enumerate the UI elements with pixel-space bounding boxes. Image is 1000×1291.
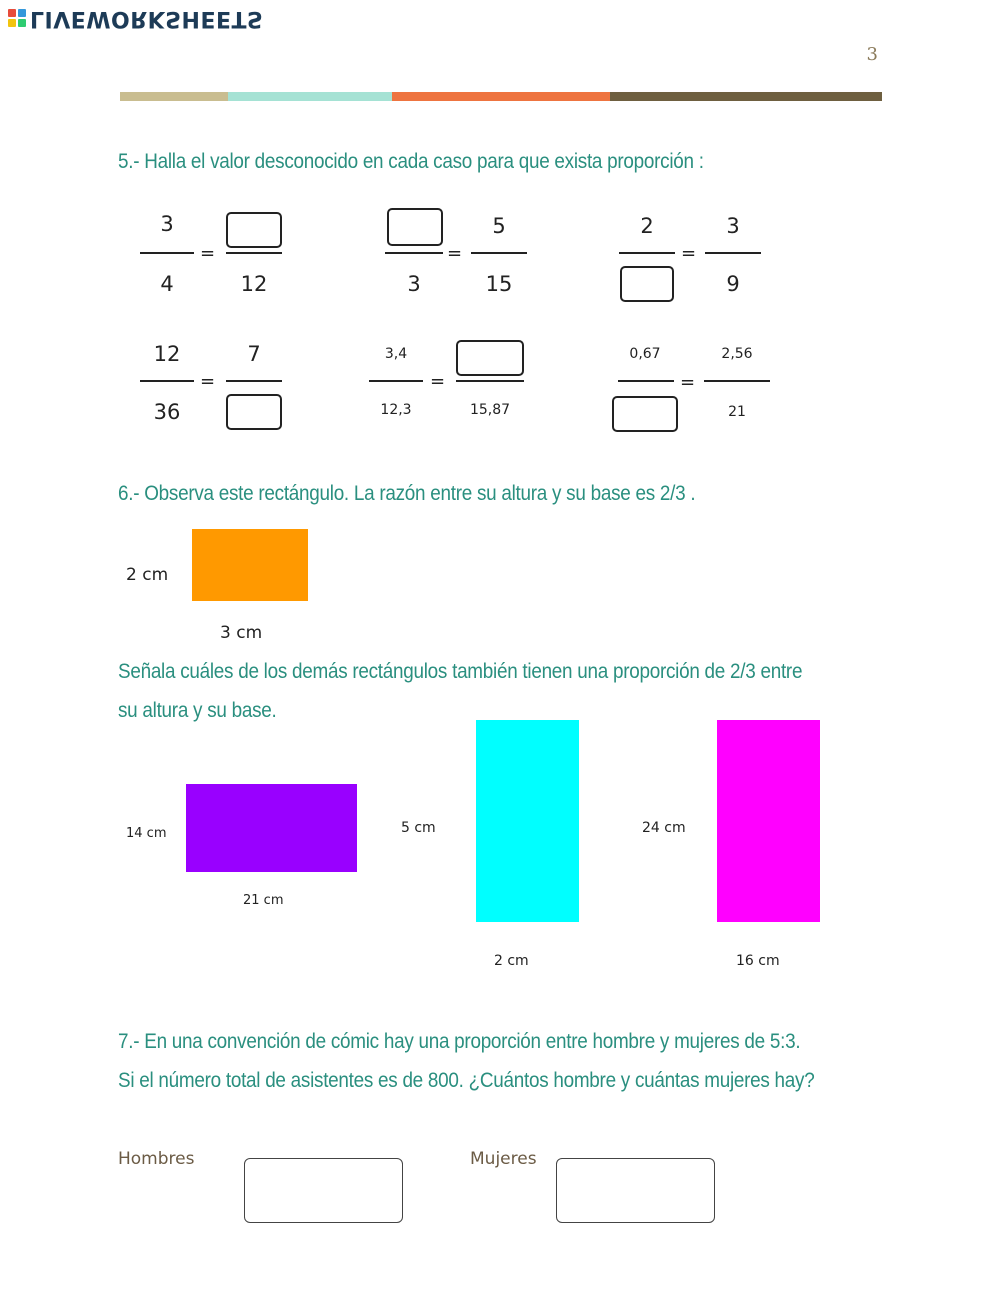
proportion-4 — [140, 338, 290, 434]
men-label: Hombres — [118, 1149, 195, 1169]
women-label: Mujeres — [470, 1149, 537, 1169]
equals-sign: = — [681, 243, 697, 264]
q7-line1: 7.- En una convención de cómic hay una proporción entre hombre y mujeres de 5:3. — [118, 1030, 801, 1053]
numerator-1: 12 — [153, 342, 181, 366]
header-bar-2 — [228, 92, 392, 101]
proportion-6 — [612, 342, 782, 434]
denominator-1: 4 — [160, 272, 174, 296]
q6-instruction-line2: su altura y su base. — [118, 699, 277, 722]
rect-1-base-label: 21 cm — [243, 893, 284, 908]
example-height-label: 2 cm — [126, 565, 169, 585]
proportion-1 — [140, 210, 290, 300]
numerator-1: 3 — [160, 212, 174, 236]
men-answer-input[interactable] — [244, 1158, 403, 1223]
page-number: 3 — [866, 44, 878, 65]
q7-line2: Si el número total de asistentes es de 800. ¿Cuántos hombre y cuántas mujeres hay? — [118, 1069, 815, 1092]
proportion-2 — [385, 206, 535, 300]
logo-blocks-icon — [8, 9, 26, 27]
denominator-2: 9 — [726, 272, 740, 296]
denominator-1: 36 — [153, 400, 181, 424]
women-answer-input[interactable] — [556, 1158, 715, 1223]
numerator-2: 7 — [247, 342, 261, 366]
equals-sign: = — [680, 372, 696, 393]
denominator-2: 15,87 — [469, 402, 511, 418]
denominator-2: 12 — [240, 272, 268, 296]
rect-3-base-label: 16 cm — [736, 953, 780, 969]
proportion-5 — [369, 338, 539, 428]
example-rectangle — [192, 529, 308, 601]
denominator-2: 15 — [485, 272, 513, 296]
numerator-2: 5 — [492, 214, 506, 238]
answer-box-1[interactable] — [226, 212, 282, 248]
equals-sign: = — [200, 243, 216, 264]
q6-instruction-line1: Señala cuáles de los demás rectángulos también tienen una proporción de 2/3 entre — [118, 660, 803, 683]
header-bar-1 — [120, 92, 228, 101]
header-bar-4 — [610, 92, 882, 101]
logo-text: LIVEWORKSHEETS — [30, 5, 264, 31]
denominator-1: 12,3 — [380, 402, 412, 418]
q6-title: 6.- Observa este rectángulo. La razón entre su altura y su base es 2/3 . — [118, 482, 696, 505]
numerator-1: 2 — [640, 214, 654, 238]
numerator-2: 2,56 — [721, 346, 753, 362]
answer-box-4[interactable] — [226, 394, 282, 430]
equals-sign: = — [200, 371, 216, 392]
rect-1-height-label: 14 cm — [126, 826, 167, 841]
numerator-1: 3,4 — [384, 346, 408, 362]
numerator-1: 0,67 — [629, 346, 661, 362]
rect-2-base-label: 2 cm — [494, 953, 529, 969]
denominator-1: 3 — [407, 272, 421, 296]
equals-sign: = — [447, 243, 463, 264]
denominator-2: 21 — [728, 404, 746, 420]
numerator-2: 3 — [726, 214, 740, 238]
rectangle-option-3[interactable] — [717, 720, 820, 922]
answer-box-2[interactable] — [387, 208, 443, 246]
equals-sign: = — [430, 371, 446, 392]
q5-title: 5.- Halla el valor desconocido en cada caso para que exista proporción : — [118, 150, 704, 173]
rectangle-option-2[interactable] — [476, 720, 579, 922]
proportion-3 — [619, 210, 769, 306]
rectangle-option-1[interactable] — [186, 784, 357, 872]
answer-box-6[interactable] — [612, 396, 678, 432]
liveworksheets-logo — [8, 4, 263, 32]
example-base-label: 3 cm — [220, 623, 263, 643]
rect-3-height-label: 24 cm — [642, 820, 686, 836]
rect-2-height-label: 5 cm — [401, 820, 436, 836]
answer-box-3[interactable] — [620, 266, 674, 302]
header-bar-3 — [392, 92, 610, 101]
answer-box-5[interactable] — [456, 340, 524, 376]
